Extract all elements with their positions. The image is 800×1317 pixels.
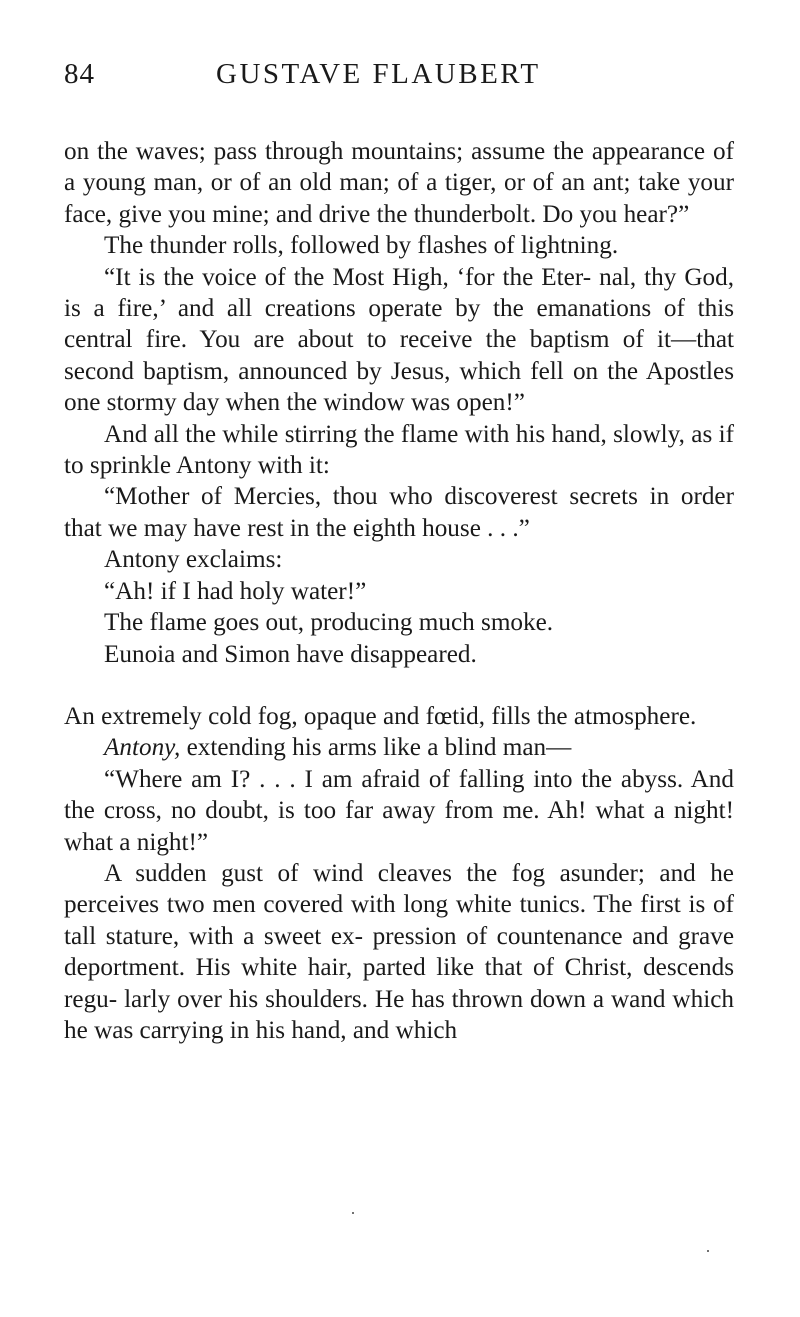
- page-header: [64, 58, 734, 104]
- paragraph-thunder: The thunder rolls, followed by flashes of lightning.: [104, 232, 619, 260]
- paragraph-disappeared: Eunoia and Simon have disappeared.: [104, 640, 477, 668]
- paragraph-antony-exclaims: Antony exclaims:: [104, 546, 283, 574]
- print-speck: [352, 1212, 354, 1214]
- print-speck: [707, 1250, 709, 1252]
- paragraph-mother-of-mercies: “Mother of Mercies, thou who discoverest secrets in order that we may have rest in the eighth house . . .”: [64, 483, 734, 542]
- page-number: 84: [64, 58, 95, 90]
- stage-direction: extending his arms like a blind man—: [180, 734, 572, 762]
- book-page: [64, 58, 734, 1046]
- paragraph-continuation: on the waves; pass through mountains; assume the appearance of a young man, or of an old man; of a tiger, or of an ant; take your face, give you mine; and drive the thunderbolt. Do you hear?”: [64, 138, 734, 228]
- paragraph-holy-water: “Ah! if I had holy water!”: [104, 577, 367, 605]
- paragraph-gust-of-wind: A sudden gust of wind cleaves the fog asunder; and he perceives two men covered with long white tunics. The first is of tall stature, with a sweet ex- pression of countenance and grave deportment. His white hair, parted like that of Christ, descends regu- larly over his shoulders. He has thrown down a wand which he was carrying in his hand, and which: [64, 859, 734, 1044]
- running-title: GUSTAVE FLAUBERT: [216, 58, 541, 90]
- body-text: [64, 136, 734, 1046]
- paragraph-flame-stirring: And all the while stirring the flame with his hand, slowly, as if to sprinkle Antony with it:: [64, 420, 734, 480]
- paragraph-flame-out: The flame goes out, producing much smoke.: [104, 609, 554, 637]
- paragraph-voice: “It is the voice of the Most High, ‘for the Eter- nal, thy God, is a fire,’ and all creations operate by the emanations of this central fire. You are about to receive the baptism of it—that second baptism, announced by Jesus, which fell on the Apostles one stormy day when the window was open!”: [64, 263, 734, 417]
- paragraph-where-am-i: “Where am I? . . . I am afraid of falling into the abyss. And the cross, no doubt, is too far away from me. Ah! what a night! what a night!”: [64, 765, 734, 856]
- paragraph-fog: An extremely cold fog, opaque and fœtid, fills the atmosphere.: [64, 702, 697, 730]
- speaker-name: Antony,: [104, 734, 181, 762]
- paragraph-antony-extending: [64, 732, 734, 763]
